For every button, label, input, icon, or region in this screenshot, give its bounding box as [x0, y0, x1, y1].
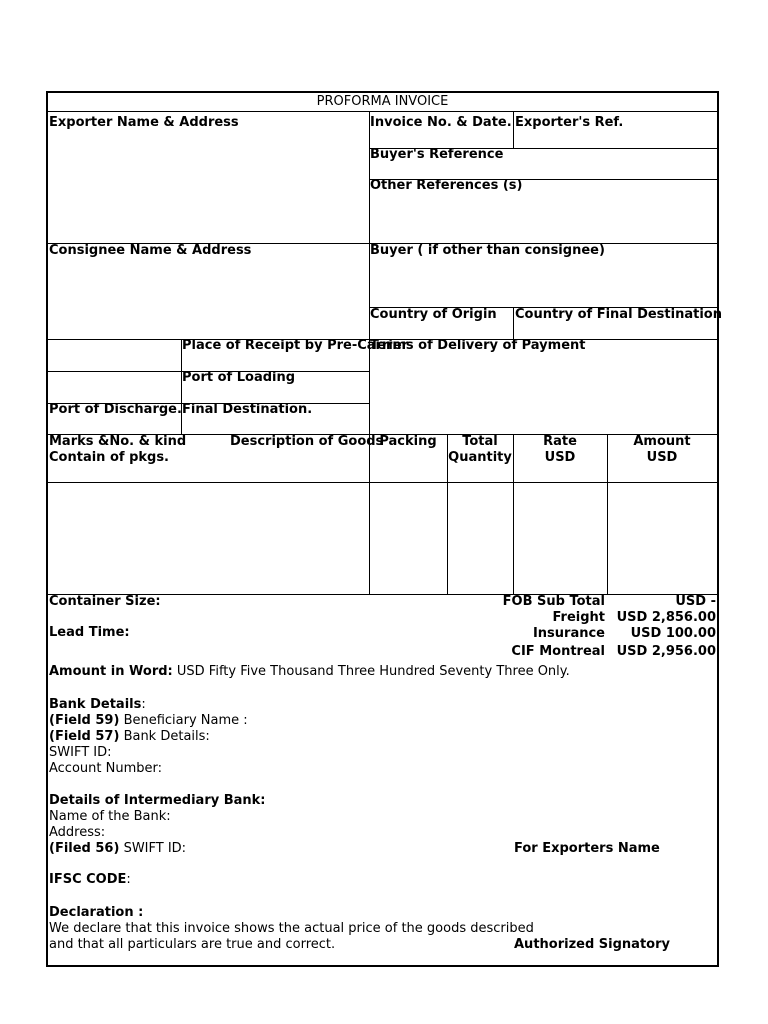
amount-in-word-label: Amount in Word: [49, 664, 173, 679]
rule [48, 111, 717, 112]
rate-header-1: Rate [543, 434, 577, 449]
ifsc-label: IFSC CODE [49, 872, 127, 887]
total-header-1: Total [462, 434, 498, 449]
rule [513, 307, 514, 339]
amount-header-2: USD [646, 450, 678, 465]
bank-heading-text: Bank Details [49, 697, 142, 712]
packing-header: Packing [379, 434, 437, 449]
invoice-no-label: Invoice No. & Date. [370, 115, 512, 130]
marks-header-2: Contain of pkgs. [49, 450, 169, 465]
country-dest-label: Country of Final Destination [515, 307, 722, 322]
swift-id-label: SWIFT ID: [49, 745, 112, 760]
field57-row [49, 729, 210, 745]
total-header-2: Quantity [448, 450, 512, 465]
cif-label: CIF Montreal [511, 644, 605, 659]
page-title: PROFORMA INVOICE [316, 94, 449, 109]
account-number-label: Account Number: [49, 761, 162, 776]
for-exporters-name: For Exporters Name [514, 841, 660, 856]
place-receipt-label: Place of Receipt by Pre-Carrier [182, 338, 409, 353]
declaration-heading: Declaration : [49, 905, 144, 920]
ifsc-code [49, 872, 131, 888]
amount-in-word-value: USD Fifty Five Thousand Three Hundred Seventy Three Only. [176, 664, 570, 679]
cif-value: USD 2,956.00 [616, 644, 716, 659]
exporter-ref-label: Exporter's Ref. [515, 115, 624, 130]
rate-header-2: USD [544, 450, 576, 465]
bank-heading-colon: : [141, 697, 146, 712]
description-header: Description of Goods [230, 434, 384, 449]
field57-label: (Field 57) [49, 729, 120, 744]
amount-header-1: Amount [633, 434, 691, 449]
marks-header-1: Marks &No. & kind [49, 434, 187, 449]
freight-label: Freight [552, 610, 605, 625]
container-size-label: Container Size: [49, 594, 161, 609]
freight-value: USD 2,856.00 [616, 610, 716, 625]
insurance-value: USD 100.00 [630, 626, 716, 641]
exporter-label: Exporter Name & Address [49, 115, 239, 130]
field59-row [49, 713, 248, 729]
bank-heading [49, 697, 146, 713]
invoice-document [46, 91, 722, 967]
fob-label: FOB Sub Total [502, 594, 605, 609]
beneficiary-name-label: Beneficiary Name : [123, 713, 248, 728]
rule [48, 482, 717, 483]
amount-in-word [49, 664, 570, 680]
declaration-line-2: and that all particulars are true and correct. [49, 937, 336, 952]
intermediary-swift-label: SWIFT ID: [123, 841, 187, 856]
intermediary-heading: Details of Intermediary Bank: [49, 793, 266, 808]
declaration-line-1: We declare that this invoice shows the actual price of the goods described [49, 921, 534, 936]
terms-label: Terms of Delivery of Payment [370, 338, 586, 353]
lead-time-label: Lead Time: [49, 625, 130, 640]
authorized-signatory: Authorized Signatory [514, 937, 670, 952]
field56-label: (Filed 56) [49, 841, 120, 856]
consignee-label: Consignee Name & Address [49, 243, 252, 258]
buyer-ref-label: Buyer's Reference [370, 147, 504, 162]
field59-label: (Field 59) [49, 713, 120, 728]
bank-details-label: Bank Details: [123, 729, 210, 744]
country-origin-label: Country of Origin [370, 307, 497, 322]
field56-row [49, 841, 186, 857]
port-discharge-label: Port of Discharge. [49, 402, 182, 417]
rule [513, 111, 514, 148]
insurance-label: Insurance [532, 626, 605, 641]
ifsc-colon: : [126, 872, 131, 887]
fob-value: USD - [675, 594, 716, 609]
intermediary-bank-name: Name of the Bank: [49, 809, 171, 824]
other-refs-label: Other References (s) [370, 178, 523, 193]
port-loading-label: Port of Loading [182, 370, 296, 385]
intermediary-address: Address: [49, 825, 106, 840]
buyer-other-label: Buyer ( if other than consignee) [370, 243, 605, 258]
final-dest-label: Final Destination. [182, 402, 313, 417]
